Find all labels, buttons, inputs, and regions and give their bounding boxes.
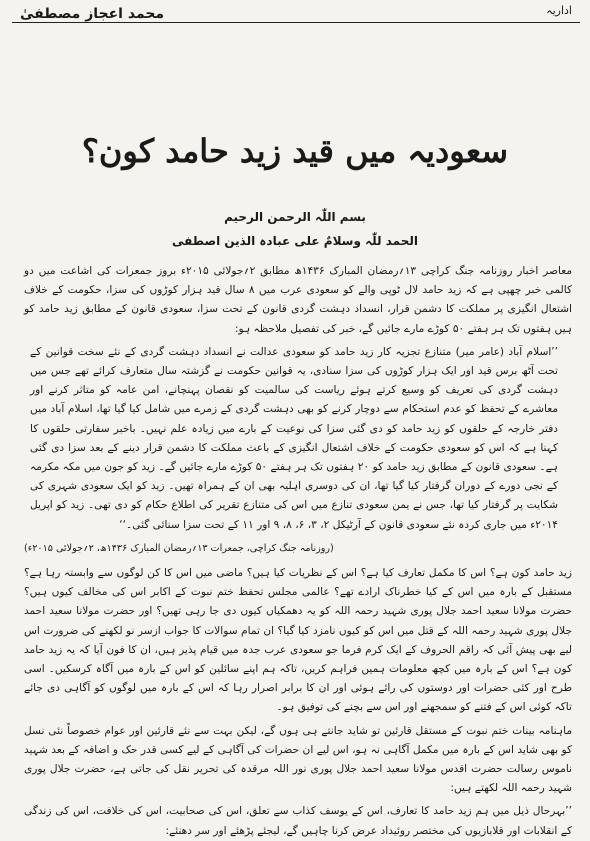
basmala: بسم اللّٰہ الرحمن الرحیم xyxy=(224,210,366,224)
paragraph-context: ماہنامہ بینات ختم نبوت کے مستقل قارئین تو شاید جانتے ہی ہوں گے، لیکن بہت سے نئے قارئین اور عوام خصوصاً نئی نسل کو بھی شاید اس کے بارہ میں مکمل آگاہی نہ ہو، اس لیے ان حضرات کی آگاہی کے لیے کسی قدر حک و اضافہ کے بعد شہید ناموس رسالت حضرت اقدس مولانا سعید احمد جلال پوری نور اللہ مرقدہ کی تحریر نقل کی جاتی ہے، حضرت جلال پوری شہید رحمہ اللہ لکھتے ہیں: xyxy=(24,724,572,795)
section-label: اداریہ xyxy=(546,4,572,17)
article-body xyxy=(24,262,573,837)
hamd-line: الحمد للّٰہ وسلامٌ علی عبادہ الذین اصطفی xyxy=(172,234,418,248)
author-name: محمد اعجاز مصطفیٰ xyxy=(20,6,165,22)
header-divider xyxy=(12,22,580,23)
paragraph-intro: معاصر اخبار روزنامہ جنگ کراچی ۱۳؍رمضان المبارک ۱۴۳۶ھ مطابق ۲؍جولائی ۲۰۱۵ء بروز جمعرات کی اشاعت میں دو کالمی خبر چھپی ہے کہ زید حامد لال ٹوپی والے کو سعودی عرب میں ۸ سال قید ہزار کوڑوں کی سزا، حکومت کے خلاف اشتعال انگیزی پر مملکت کا دشمن قرار، انسداد دہشت گردی قانون کے تحت سزا، سعودی قانون کے مطابق زید حامد کو ہیں ہفتوں تک ہر ہفتے ۵۰ کوڑے مارے جائیں گے، خبر کی تفصیل ملاحظہ ہو: xyxy=(24,265,573,335)
paragraph-closing: ’’بہرحال ذیل میں ہم زید حامد کا تعارف، اس کے یوسف کذاب سے تعلق، اس کی صحابیت، اس کی خلافت، اس کی زندگی کے انقلابات اور قلابازیوں کی مختصر روئیداد عرض کرنا چاہیں گے، لیجئے پڑھئے اور سر دھنئے: xyxy=(24,805,572,837)
news-reference: (روزنامہ جنگ کراچی، جمعرات ۱۳؍رمضان المبارک ۱۴۳۶ھ، ۲؍جولائی ۲۰۱۵ء) xyxy=(24,542,334,554)
article-title: سعودیہ میں قید زید حامد کون؟ xyxy=(81,132,509,170)
news-quote: ’’اسلام آباد (عامر میر) متنازع تجزیہ کار زید حامد کو سعودی عدالت نے انسداد دہشت گردی کے نئے سخت قوانین کے تحت آٹھ برس قید اور ایک ہزار کوڑوں کی سزا سنادی، یہ قوانین حکومت نے گزشتہ سال متعارف کرائے تھے جس میں دہشت گردی کی تعریف کو وسیع کرتے ہوئے ریاست کی سالمیت کو نقصان پہنچانے، امن عامہ کو متاثر کرنے اور معاشرے کے تحفظ کو عدم استحکام سے دوچار کرنے کو بھی دہشت گردی کے زمرے میں شامل کیا گیا تھا، اسلام آباد میں دفتر خارجہ کے حلقوں کو زید حامد کو دی گئی سزا کی نوعیت کے بارے میں زیادہ علم نہیں۔ باخبر سفارتی حلقوں کا کہنا ہے کہ اس کو سعودی حکومت کے خلاف اشتعال انگیزی کے باعث مملکت کا دشمن قرار دینے کے بعد سزا دی گئی ہے۔ سعودی قانون کے مطابق زید حامد کو ۲۰ ہفتوں تک ہر ہفتے ۵۰ کوڑے مارے جائیں گے۔ زید کو جون میں مکہ مکرمہ کے نجی دورے کے دوران گرفتار کیا گیا تھا، ان کی دوسری اہلیہ بھی ان کے ہمراہ تھیں۔ زید کو ایک سعودی شہری کی شکایت پر گرفتار کیا تھا، جس نے یمن سعودی تنازع میں اس کی متنازع تقریر کی اطلاع حکام کو دی تھی۔ زید کو اپریل ۲۰۱۴ء میں جاری کردہ نئے سعودی قانون کے آرٹیکل ۲، ۳، ۶، ۸، ۹ اور ۱۱ کے تحت سزا سنائی گئی۔‘‘ xyxy=(30,345,558,531)
paragraph-questions: زید حامد کون ہے؟ اس کا مکمل تعارف کیا ہے؟ اس کے نظریات کیا ہیں؟ ماضی میں اس کا کن لوگوں سے وابستہ رہا ہے؟ مستقبل کے بارہ میں اس کے کیا خطرناک ارادے تھے؟ عالمی مجلس تحفظ ختم نبوت کے اکابر اس کی مخالف کیوں ہیں؟ حضرت مولانا سعید احمد جلال پوری شہید رحمہ اللہ کو یہ دھمکیاں کیوں دی جا رہی تھیں؟ اور حضرت مولانا سعید احمد جلال پوری شہید رحمہ اللہ کے قتل میں اس کو کیوں نامزد کیا گیا؟ ان تمام سوالات کا جواب ازسر نو لکھنے کی ضرورت اس لیے بھی پیش آئی کہ راقم الحروف کے ایک کرم فرما جو سعودی عرب جدہ میں قیام پذیر ہیں، ان کا فون آیا کہ یہ زید حامد کون ہے؟ اس کے بارہ میں کچھ معلومات ہمیں فراہم کریں، تاکہ ہم اپنے سائلین کو اس کے بارہ میں آگاہ کرسکیں۔ اسی طرح اور کئی حضرات اور دوستوں کی رائے ہوئی اور ان کا برابر اصرار رہا کہ اس کے بارہ میں لوگوں کو آگاہی دی جائے تاکہ کوئی اس کے فتنے کو سمجھنے اور اس سے بچنے کی توفیق ہو۔ xyxy=(24,567,572,714)
